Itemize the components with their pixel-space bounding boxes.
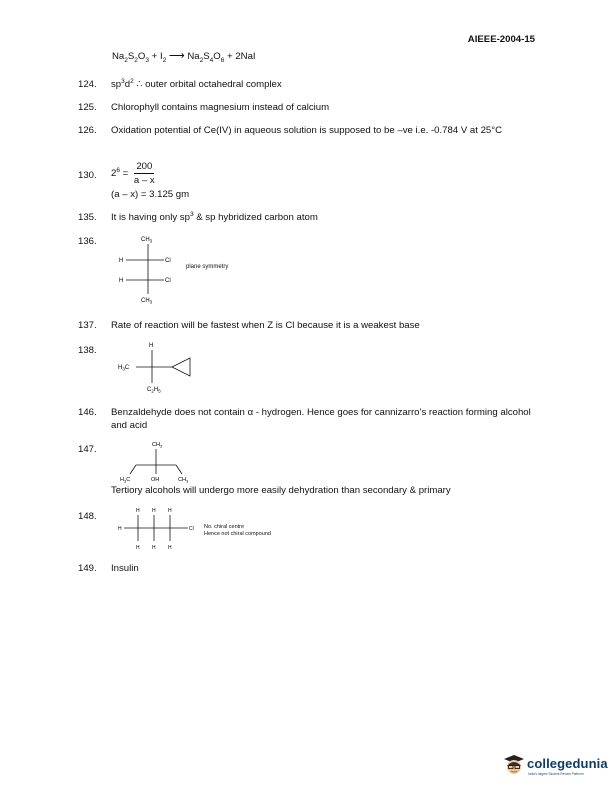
question-number: 138. — [78, 345, 97, 356]
question-number: 147. — [78, 444, 97, 455]
svg-text:CH3: $CH_3$ — [178, 477, 189, 484]
svg-text:H: H — [118, 526, 122, 532]
question-number: 148. — [78, 511, 97, 522]
svg-text:CH3: $CH_3$ — [141, 298, 153, 304]
answer-text: It is having only $sp^3$ & sp hybridized carbon atom — [111, 210, 318, 223]
structure-147 — [114, 438, 214, 489]
h-label: H — [119, 258, 124, 264]
graduate-avatar-icon — [503, 754, 525, 776]
page-header-title: AIEEE-2004-15 — [467, 34, 535, 45]
ch3-bottom: CH — [141, 298, 150, 304]
question-number: 146. — [78, 407, 97, 418]
annotation: No. chiral centre Hence not chiral compound — [204, 524, 271, 537]
question-number: 126. — [78, 125, 97, 136]
answer-text: Rate of reaction will be fastest when Z is Cl because it is a weakest base — [111, 320, 420, 331]
svg-text:H: H — [136, 545, 140, 551]
svg-text:OH: OH — [151, 477, 160, 483]
logo-tagline: India's largest Student Review Platform — [528, 772, 584, 776]
annotation: plane symmetry — [186, 264, 229, 270]
logo-name: collegedunia — [527, 756, 608, 771]
svg-text:C2H5: $C_2H_5$ — [147, 387, 161, 394]
answer-text: Benzaldehyde does not contain α - hydrogen. Hence goes for cannizarro’s reaction forming alcohol and acid — [111, 407, 531, 431]
reaction-equation: $Na_2S_2O_3 + I_2$ ⟶ $Na_2S_4O_6 + 2NaI$ — [112, 50, 256, 64]
h-label: H — [119, 278, 124, 284]
svg-text:H: H — [152, 508, 156, 514]
svg-text:H3C: $H_3C$ — [120, 477, 131, 484]
structure-136 — [112, 232, 252, 309]
answer-text: Insulin — [111, 563, 139, 574]
cl-label: Cl — [165, 278, 171, 284]
ch3-top: CH — [141, 237, 150, 243]
arrow-icon: ⟶ — [168, 50, 185, 62]
structure-148 — [114, 505, 204, 558]
question-number: 149. — [78, 563, 97, 574]
answer-equation: $2^6$ = $\frac{200}{a - x}$ — [111, 161, 155, 186]
collegedunia-logo[interactable] — [503, 752, 608, 780]
svg-text:Cl: Cl — [189, 526, 194, 532]
answer-text: Chlorophyll contains magnesium instead of calcium — [111, 102, 330, 113]
answer-text: (a – x) = 3.125 gm — [111, 189, 190, 200]
question-number: 135. — [78, 212, 97, 223]
question-number: 124. — [78, 79, 97, 90]
alpha-symbol: α — [247, 407, 254, 418]
question-number: 130. — [78, 170, 97, 181]
structure-138 — [114, 338, 204, 401]
question-number: 136. — [78, 236, 97, 247]
answer-text: Tertiory alcohols will undergo more easily dehydration than secondary & primary — [111, 485, 451, 496]
answer-text: Oxidation potential of Ce(IV) in aqueous solution is supposed to be –ve i.e. -0.784 V at 25°C — [111, 125, 503, 136]
fraction: $\frac{200}{a - x}$ — [133, 161, 155, 186]
svg-text:CH3: $CH_3$ — [152, 442, 163, 449]
question-number: 125. — [78, 102, 97, 113]
h-label: H — [149, 343, 154, 349]
svg-text:CH3: $CH_3$ — [141, 237, 153, 244]
svg-text:H3C: $H_3C$ — [118, 365, 130, 372]
svg-text:H: H — [136, 508, 140, 514]
svg-text:H: H — [168, 508, 172, 514]
question-number: 137. — [78, 320, 97, 331]
cl-label: Cl — [165, 258, 171, 264]
answer-text: $sp^3d^2$ ∴ outer orbital octahedral complex — [111, 77, 282, 90]
svg-text:H: H — [152, 545, 156, 551]
svg-text:H: H — [168, 545, 172, 551]
